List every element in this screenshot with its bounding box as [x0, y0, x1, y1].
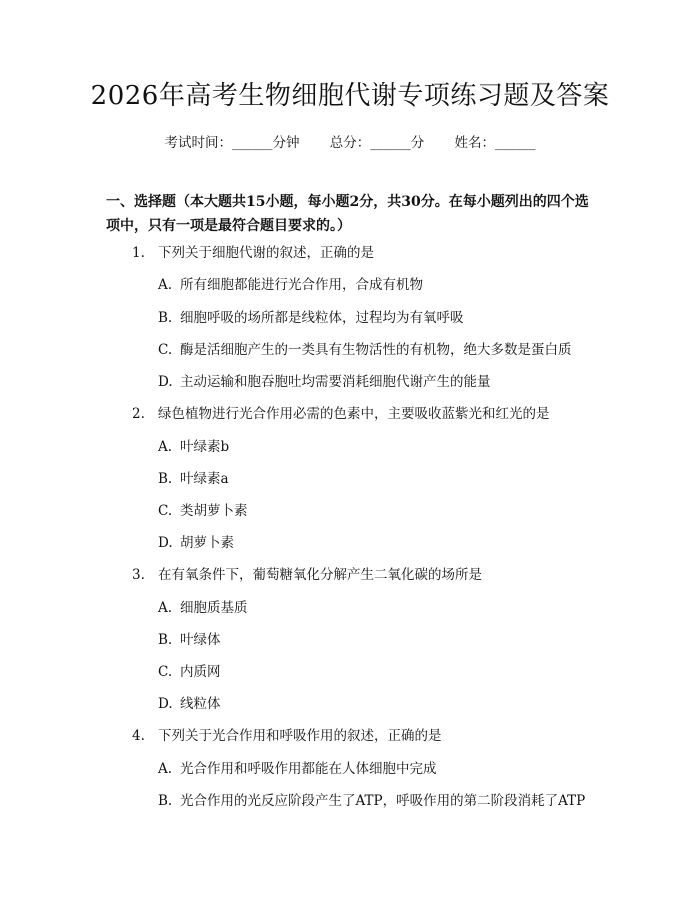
q3-option-d: [158, 694, 618, 714]
option-letter: C.: [158, 664, 173, 680]
option-text: 叶绿体: [180, 632, 221, 648]
question-number: 1.: [132, 245, 145, 261]
question-stem: 下列关于光合作用和呼吸作用的叙述，正确的是: [158, 728, 442, 744]
option-letter: B.: [158, 632, 173, 648]
q1-option-a: [158, 275, 618, 295]
question-3: [132, 565, 612, 585]
option-text: 线粒体: [180, 696, 221, 712]
q3-option-a: [158, 598, 618, 618]
question-number: 2.: [132, 406, 145, 422]
q1-option-c: [158, 340, 618, 360]
q2-option-b: [158, 469, 618, 489]
option-letter: C.: [158, 503, 173, 519]
q4-option-b: [158, 791, 618, 811]
student-name-field: 姓名：______: [454, 135, 536, 151]
option-letter: D.: [158, 535, 173, 551]
question-4: [132, 726, 612, 746]
q3-option-c: [158, 662, 618, 682]
option-text: 细胞质基质: [180, 600, 248, 616]
option-letter: C.: [158, 342, 173, 358]
option-text: 细胞呼吸的场所都是线粒体，过程均为有氧呼吸: [180, 310, 464, 326]
q4-option-a: [158, 759, 618, 779]
option-text: 光合作用的光反应阶段产生了ATP，呼吸作用的第二阶段消耗了ATP: [180, 793, 586, 809]
q2-option-a: [158, 437, 618, 457]
total-score-field: 总分：______分: [329, 135, 425, 151]
option-text: 叶绿素a: [180, 471, 229, 487]
q1-option-b: [158, 308, 618, 328]
option-text: 类胡萝卜素: [180, 503, 248, 519]
question-stem: 在有氧条件下，葡萄糖氧化分解产生二氧化碳的场所是: [158, 567, 482, 583]
page-title: 2026年高考生物细胞代谢专项练习题及答案: [90, 81, 610, 111]
option-text: 所有细胞都能进行光合作用，合成有机物: [180, 277, 423, 293]
option-text: 主动运输和胞吞胞吐均需要消耗细胞代谢产生的能量: [180, 374, 491, 390]
option-letter: D.: [158, 696, 173, 712]
option-text: 胡萝卜素: [180, 535, 234, 551]
option-letter: D.: [158, 374, 173, 390]
option-text: 叶绿素b: [180, 439, 230, 455]
exam-meta: [0, 133, 700, 153]
q1-option-d: [158, 372, 618, 392]
q2-option-d: [158, 533, 618, 553]
option-letter: A.: [158, 277, 173, 293]
question-number: 3.: [132, 567, 145, 583]
q3-option-b: [158, 630, 618, 650]
option-text: 光合作用和呼吸作用都能在人体细胞中完成: [180, 761, 437, 777]
question-stem: 下列关于细胞代谢的叙述，正确的是: [158, 245, 374, 261]
option-letter: A.: [158, 761, 173, 777]
option-letter: B.: [158, 471, 173, 487]
option-text: 酶是活细胞产生的一类具有生物活性的有机物，绝大多数是蛋白质: [180, 342, 572, 358]
q2-option-c: [158, 501, 618, 521]
exam-time-field: 考试时间：______分钟: [164, 135, 300, 151]
option-letter: B.: [158, 793, 173, 809]
question-stem: 绿色植物进行光合作用必需的色素中，主要吸收蓝紫光和红光的是: [158, 406, 550, 422]
option-letter: B.: [158, 310, 173, 326]
option-letter: A.: [158, 439, 173, 455]
question-1: [132, 243, 612, 263]
option-letter: A.: [158, 600, 173, 616]
question-number: 4.: [132, 728, 145, 744]
section-heading: 一、选择题（本大题共15小题，每小题2分，共30分。在每小题列出的四个选项中，只有一项是最符合题目要求的。）: [106, 194, 589, 234]
question-2: [132, 404, 612, 424]
option-text: 内质网: [180, 664, 221, 680]
